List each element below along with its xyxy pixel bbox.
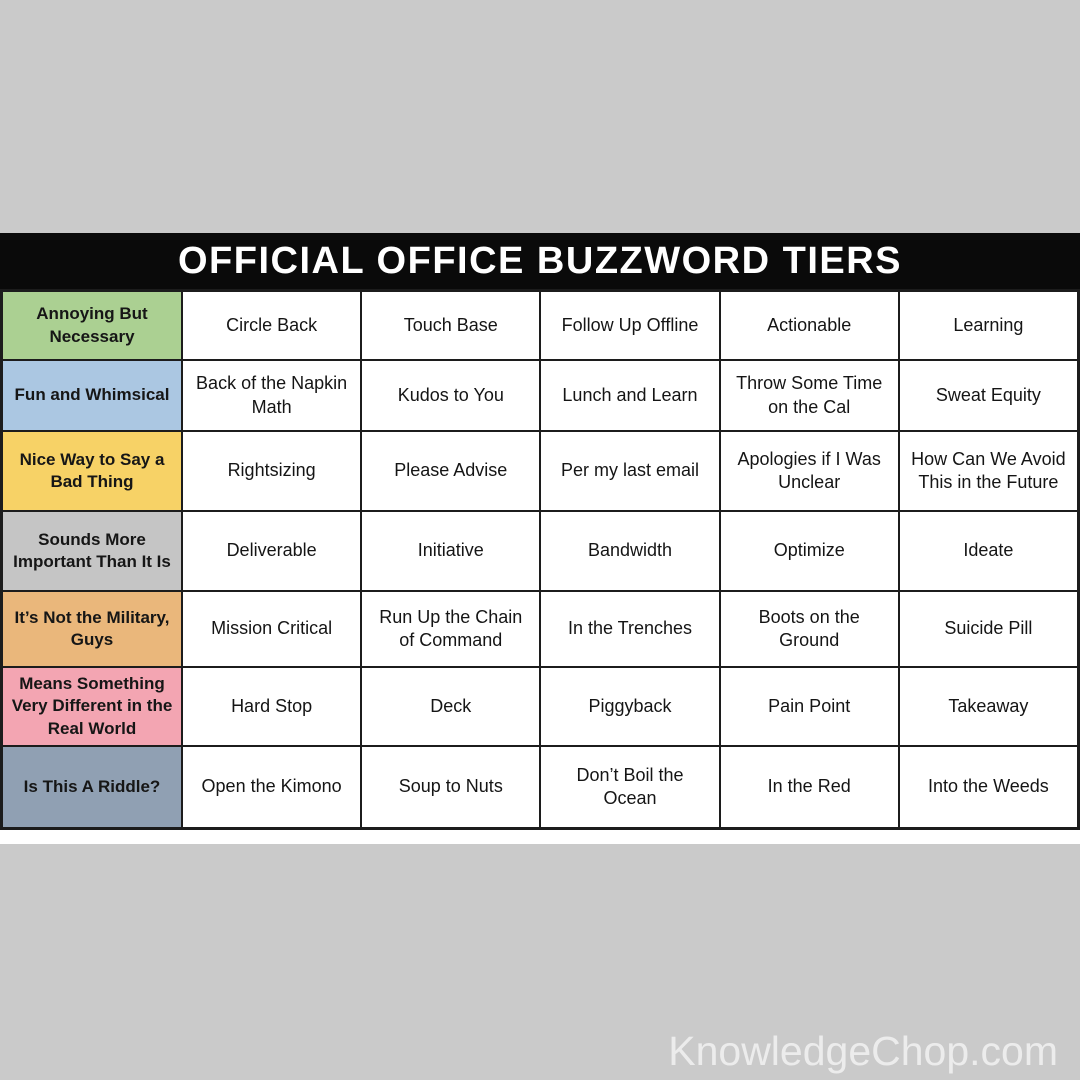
term-cell-2-2: Per my last email xyxy=(541,432,718,510)
term-cell-4-1: Run Up the Chain of Command xyxy=(362,592,539,666)
term-cell-5-0: Hard Stop xyxy=(183,668,360,745)
tier-label-cell-1: Fun and Whimsical xyxy=(3,361,181,430)
term-cell-4-3: Boots on the Ground xyxy=(721,592,898,666)
term-cell-1-1: Kudos to You xyxy=(362,361,539,430)
term-cell-6-1: Soup to Nuts xyxy=(362,747,539,827)
tier-label-cell-5: Means Something Very Different in the Real World xyxy=(3,668,181,745)
term-cell-6-0: Open the Kimono xyxy=(183,747,360,827)
term-cell-5-3: Pain Point xyxy=(721,668,898,745)
term-cell-4-2: In the Trenches xyxy=(541,592,718,666)
term-cell-6-3: In the Red xyxy=(721,747,898,827)
term-cell-5-1: Deck xyxy=(362,668,539,745)
term-cell-1-0: Back of the Napkin Math xyxy=(183,361,360,430)
term-cell-0-0: Circle Back xyxy=(183,292,360,359)
term-cell-3-4: Ideate xyxy=(900,512,1077,590)
term-cell-5-2: Piggyback xyxy=(541,668,718,745)
tier-label-cell-4: It’s Not the Military, Guys xyxy=(3,592,181,666)
term-cell-0-2: Follow Up Offline xyxy=(541,292,718,359)
term-cell-1-3: Throw Some Time on the Cal xyxy=(721,361,898,430)
table-title-bar xyxy=(0,233,1080,289)
term-cell-3-0: Deliverable xyxy=(183,512,360,590)
tier-label-cell-2: Nice Way to Say a Bad Thing xyxy=(3,432,181,510)
table-title: OFFICIAL OFFICE BUZZWORD TIERS xyxy=(177,239,903,282)
term-cell-0-4: Learning xyxy=(900,292,1077,359)
term-cell-3-1: Initiative xyxy=(362,512,539,590)
term-cell-0-1: Touch Base xyxy=(362,292,539,359)
tier-label-cell-6: Is This A Riddle? xyxy=(3,747,181,827)
term-cell-6-4: Into the Weeds xyxy=(900,747,1077,827)
term-cell-4-4: Suicide Pill xyxy=(900,592,1077,666)
term-cell-4-0: Mission Critical xyxy=(183,592,360,666)
term-cell-2-1: Please Advise xyxy=(362,432,539,510)
term-cell-1-4: Sweat Equity xyxy=(900,361,1077,430)
tier-label-cell-0: Annoying But Necessary xyxy=(3,292,181,359)
tier-label-cell-3: Sounds More Important Than It Is xyxy=(3,512,181,590)
term-cell-2-3: Apologies if I Was Unclear xyxy=(721,432,898,510)
term-cell-2-0: Rightsizing xyxy=(183,432,360,510)
term-cell-3-2: Bandwidth xyxy=(541,512,718,590)
buzzword-tier-table xyxy=(0,233,1080,844)
term-cell-1-2: Lunch and Learn xyxy=(541,361,718,430)
term-cell-0-3: Actionable xyxy=(721,292,898,359)
buzzword-grid xyxy=(0,289,1080,830)
watermark-text: KnowledgeChop.com xyxy=(668,1028,1058,1074)
term-cell-5-4: Takeaway xyxy=(900,668,1077,745)
term-cell-6-2: Don’t Boil the Ocean xyxy=(541,747,718,827)
term-cell-2-4: How Can We Avoid This in the Future xyxy=(900,432,1077,510)
term-cell-3-3: Optimize xyxy=(721,512,898,590)
